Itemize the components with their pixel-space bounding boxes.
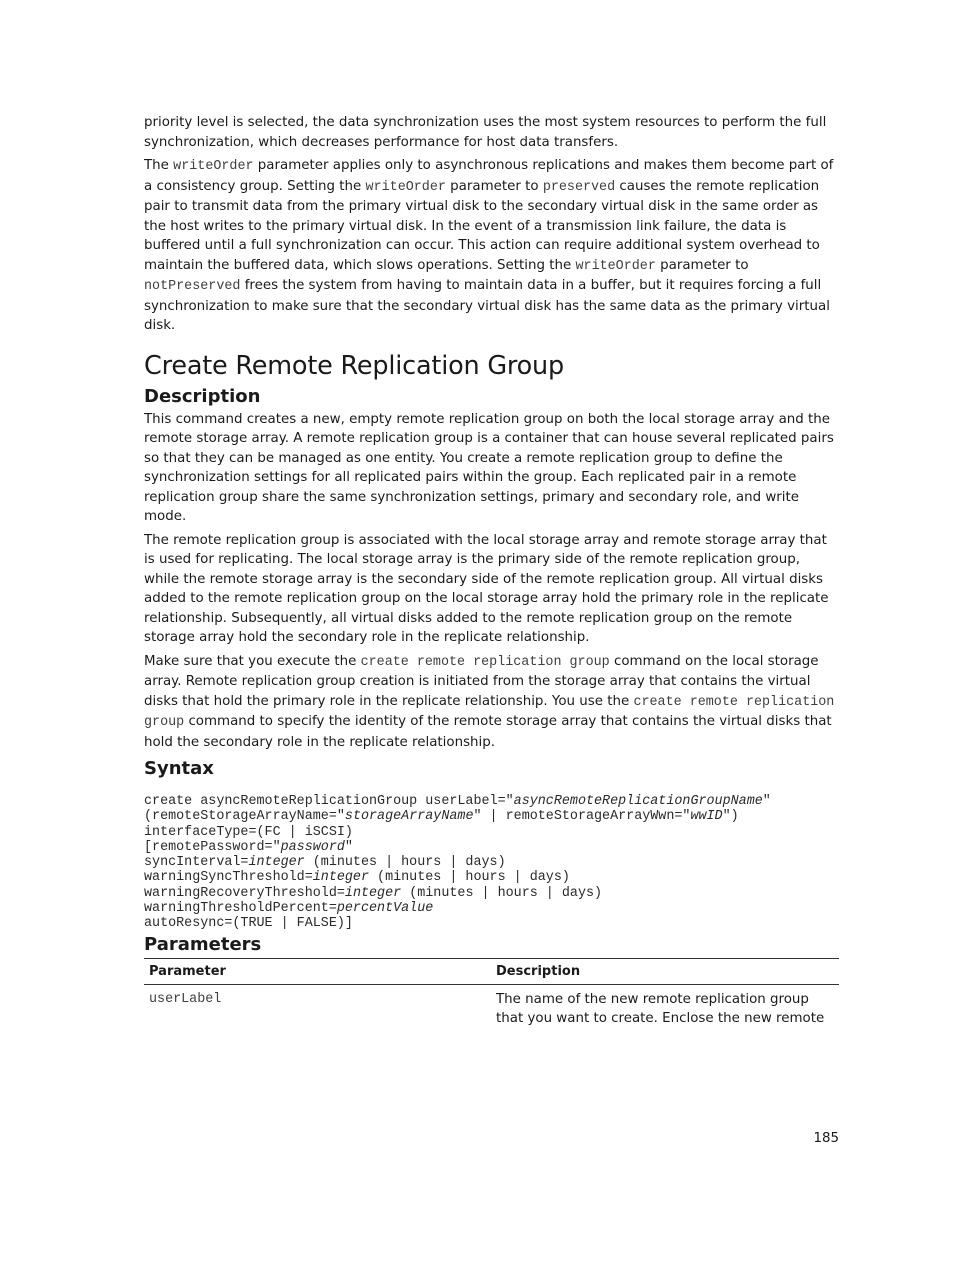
parameter-name: userLabel xyxy=(149,991,222,1007)
code-placeholder: asyncRemoteReplicationGroupName xyxy=(513,794,763,809)
text: command to specify the identity of the remote storage array that contains the virtual disks that hold the secondary role in the replicate relationship. xyxy=(144,714,832,750)
syntax-heading: Syntax xyxy=(144,758,214,779)
text: The xyxy=(144,158,174,173)
code-text: warningThresholdPercent= xyxy=(144,901,337,917)
code-text: (minutes | hours | days) xyxy=(369,870,570,886)
code-text: (minutes | hours | days) xyxy=(304,855,506,871)
text: parameter to xyxy=(445,178,543,194)
code-text: " xyxy=(344,839,353,855)
code-placeholder: integer xyxy=(312,870,369,886)
inline-code: writeOrder xyxy=(365,179,446,195)
code-placeholder: storageArrayName xyxy=(344,809,474,825)
code-text: " xyxy=(762,794,771,809)
description-paragraph-1: This command creates a new, empty remote replication group on both the local storage array and the remote storage array. A remote replication group is a container that can house several replicated pairs so that they can be managed as one entity. You create a remote replication group to define the synchronization settings for all replicated pairs within the group. Each replicated pair in a remote replication group share the same synchronization settings, primary and secondary role, and write mode. xyxy=(144,411,834,524)
code-text: create asyncRemoteReplicationGroup userLabel=" xyxy=(144,794,514,809)
description-heading: Description xyxy=(144,385,261,407)
column-header-description: Description xyxy=(491,958,839,984)
code-placeholder: integer xyxy=(248,855,305,871)
description-paragraph-3 xyxy=(144,652,839,753)
code-text: interfaceType=(FC | iSCSI) xyxy=(144,824,353,840)
code-text: autoResync=(TRUE | FALSE)] xyxy=(144,916,353,932)
text: parameter to xyxy=(655,257,749,273)
code-placeholder: integer xyxy=(344,885,402,901)
code-text: [remotePassword=" xyxy=(144,839,281,855)
page-number: 185 xyxy=(813,1131,839,1146)
intro-paragraph-1 xyxy=(144,113,839,152)
code-text: (remoteStorageArrayName=" xyxy=(144,809,345,825)
inline-code: writeOrder xyxy=(575,258,656,274)
description-paragraph-2: The remote replication group is associated with the local storage array and remote storage array that is used for replicating. The local storage array is the primary side of the remote replication group, while the remote storage array is the secondary side of the remote replication group. All virtual disks added to the remote replication group on the local storage array hold the primary role in the replicate relationship. Subsequently, all virtual disks added to the remote replication group on the remote storage array hold the secondary role in the replicate relationship. xyxy=(144,532,829,645)
code-text: (minutes | hours | days) xyxy=(401,885,603,901)
text: frees the system from having to maintain data in a buffer, but it requires forcing a full synchronization to make sure that the secondary virtual disk has the same data as the primary virtual disk. xyxy=(144,278,830,333)
inline-code: notPreserved xyxy=(144,279,241,294)
page-content xyxy=(144,113,839,1034)
code-placeholder: percentValue xyxy=(336,901,434,917)
parameters-table xyxy=(144,958,839,1034)
code-placeholder: password xyxy=(280,839,345,855)
inline-code: create remote replication group xyxy=(360,654,610,670)
text: parameter applies only to asynchronous replications and makes them become part of a consistency group. Setting the xyxy=(144,158,834,194)
intro-p1-text: priority level is selected, the data synchronization uses the most system resources to perform the full synchronization, which decreases performance for host data transfers. xyxy=(144,115,827,150)
inline-code: create remote replication group xyxy=(144,694,835,730)
section-title: Create Remote Replication Group xyxy=(144,350,564,381)
parameter-description: The name of the new remote replication group that you want to create. Enclose the new remote xyxy=(496,991,825,1027)
intro-paragraph-2 xyxy=(144,156,839,336)
inline-code: writeOrder xyxy=(173,159,254,174)
code-text: ") xyxy=(722,809,739,825)
syntax-code-block xyxy=(144,794,839,932)
code-text: " | remoteStorageArrayWwn=" xyxy=(473,809,691,825)
table-row xyxy=(144,984,839,1034)
table-header-row xyxy=(144,958,839,984)
code-text: syncInterval= xyxy=(144,855,249,871)
code-text: warningRecoveryThreshold= xyxy=(144,885,345,901)
code-placeholder: wwID xyxy=(690,809,723,825)
text: command on the local storage array. Remote replication group creation is initiated from the storage array that contains the virtual disks that hold the primary role in the replicate relationship. You use the xyxy=(144,653,819,709)
inline-code: preserved xyxy=(542,179,616,195)
column-header-parameter: Parameter xyxy=(144,958,491,984)
text: causes the remote replication pair to transmit data from the primary virtual disk to the secondary virtual disk in the same order as the host writes to the primary virtual disk. In the event of a transmission link failure, the data is buffered until a full synchronization can occur. This action can require additional system overhead to maintain the buffered data, which slows operations. Setting the xyxy=(144,178,820,273)
parameters-heading: Parameters xyxy=(144,933,262,955)
code-text: warningSyncThreshold= xyxy=(144,870,313,886)
text: Make sure that you execute the xyxy=(144,653,361,669)
